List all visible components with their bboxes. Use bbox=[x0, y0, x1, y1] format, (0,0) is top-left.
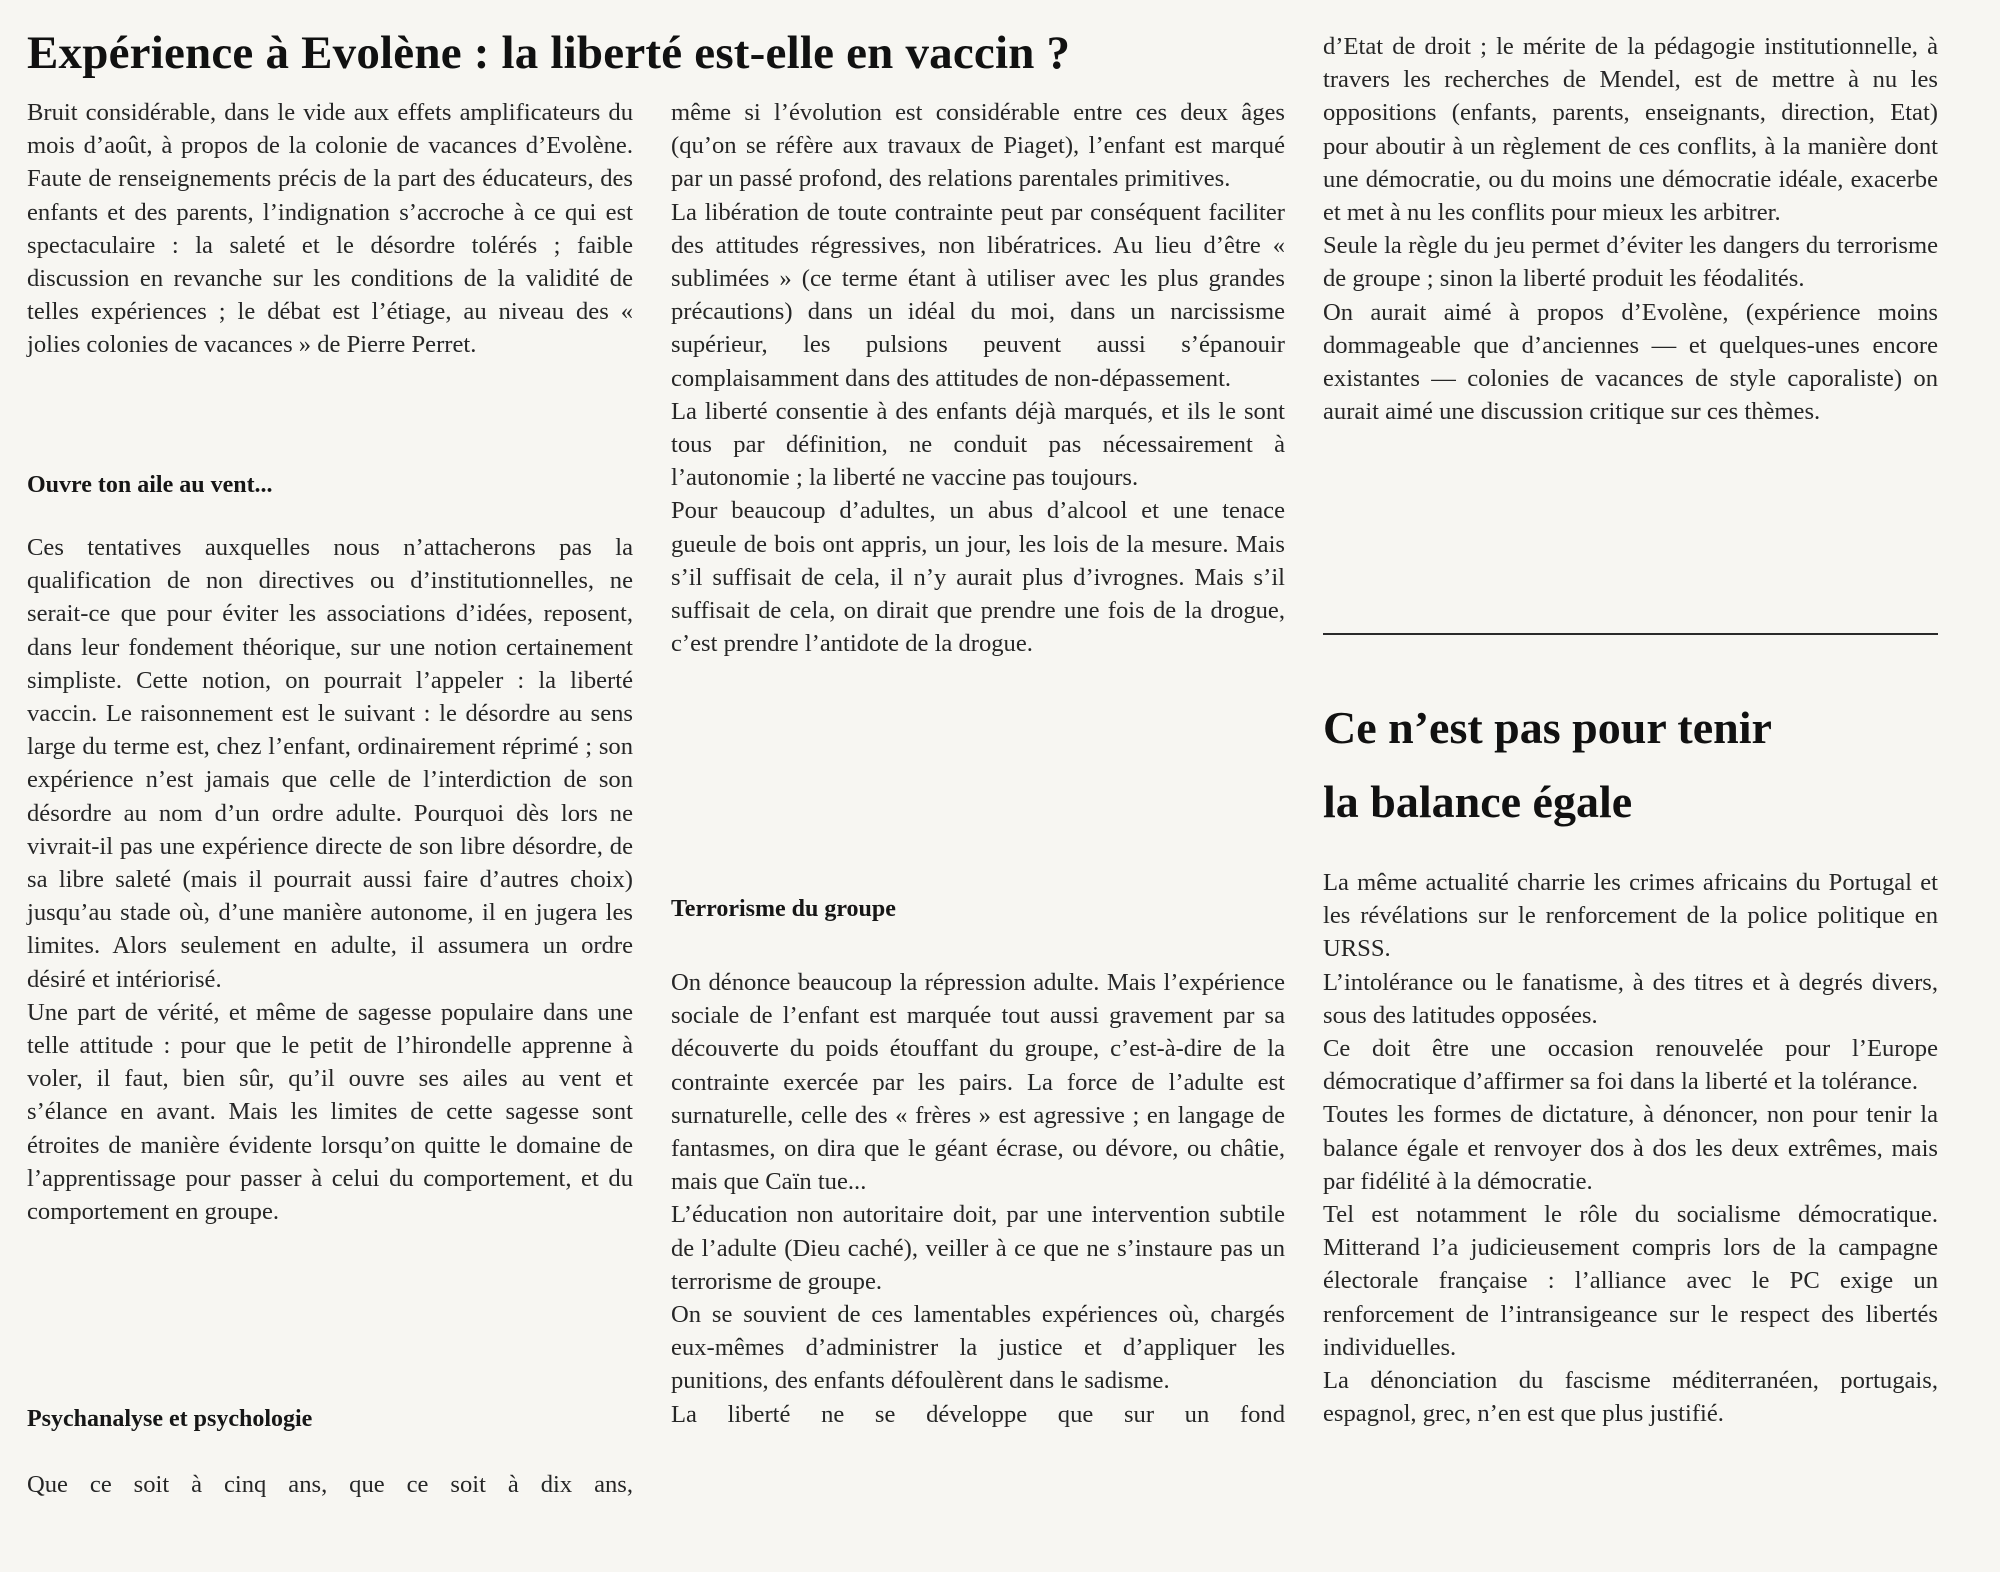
paragraph: L’éducation non autoritaire doit, par une intervention subtile de l’adulte (Dieu caché), veiller à ce que ne s’instaure pas un terrorisme de groupe. bbox=[671, 1201, 1285, 1295]
second-article-headline: Ce n’est pas pour tenir la balance égale bbox=[1323, 702, 1772, 827]
paragraph: La dénonciation du fascisme méditerranéen, portugais, espagnol, grec, n’en est que plus justifié. bbox=[1323, 1367, 1938, 1428]
paragraph: Ces tentatives auxquelles nous n’attacherons pas la qualification de non directives ou d’institutionnelles, ne serait-ce que pour éviter les associations d’idées, reposent, dans leur fondement théorique, sur une notion certainement simpliste. Cette notion, on pourrait l’appeler : la liberté vaccin. Le raisonnement est le suivant : le désordre au sens large du terme est, chez l’enfant, ordinairement réprimé ; son expérience n’est jamais que celle de l’interdiction de son désordre au nom d’un ordre adulte. Pourquoi dès lors ne vivrait-il pas une expérience directe de son libre désordre, de sa libre saleté (mais il pourrait aussi faire d’autres choix) jusqu’au stade où, d’une manière autonome, il en jugera les limites. Alors seulement en adulte, il assumera un ordre désiré et intériorisé. bbox=[27, 534, 633, 993]
paragraph: On se souvient de ces lamentables expériences où, chargés eux-mêmes d’administrer la justice et d’appliquer les punitions, des enfants défoulèrent dans le sadisme. bbox=[671, 1301, 1285, 1395]
paragraph: Que ce soit à cinq ans, que ce soit à dix ans, bbox=[27, 1471, 633, 1498]
subheading: Terrorisme du groupe bbox=[671, 896, 896, 922]
article-headline: Expérience à Evolène : la liberté est-elle en vaccin ? bbox=[27, 27, 1071, 79]
subheading: Ouvre ton aile au vent... bbox=[27, 472, 273, 498]
paragraph: La liberté ne se développe que sur un fond bbox=[671, 1400, 1285, 1428]
paragraph-block bbox=[1323, 866, 1938, 1430]
paragraph: Toutes les formes de dictature, à dénoncer, non pour tenir la balance égale et renvoyer dos à dos les deux extrêmes, mais par fidélité à la démocratie. bbox=[1323, 1101, 1938, 1195]
section-divider bbox=[1323, 633, 1938, 635]
paragraph: On aurait aimé à propos d’Evolène, (expérience moins dommageable que d’anciennes — et quelques-unes encore existantes — colonies de vacances de style caporaliste) on aurait aimé une discussion critique sur ces thèmes. bbox=[1323, 298, 1938, 426]
paragraph: Pour beaucoup d’adultes, un abus d’alcool et une tenace gueule de bois ont appris, un jour, les lois de la mesure. Mais s’il suffisait de cela, il n’y aurait plus d’ivrognes. Mais s’il suffisait de cela, on dirait que prendre une fois de la drogue, c’est prendre l’antidote de la drogue. bbox=[671, 497, 1285, 658]
paragraph: même si l’évolution est considérable entre ces deux âges (qu’on se réfère aux travaux de Piaget), l’enfant est marqué par un passé profond, des relations parentales primitives. bbox=[671, 99, 1285, 193]
paragraph-block bbox=[671, 966, 1285, 1431]
paragraph-block bbox=[671, 96, 1285, 660]
paragraph: Ce doit être une occasion renouvelée pour l’Europe démocratique d’affirmer sa foi dans la liberté et la tolérance. bbox=[1323, 1035, 1938, 1096]
paragraph: Bruit considérable, dans le vide aux effets amplificateurs du mois d’août, à propos de la colonie de vacances d’Evolène. Faute de renseignements précis de la part des éducateurs, des enfants et des parents, l’indignation s’accroche à ce qui est spectaculaire : la saleté et le désordre tolérés ; faible discussion en revanche sur les conditions de la validité de telles expériences ; le débat est l’étiage, au niveau des « jolies colonies de vacances » de Pierre Perret. bbox=[27, 99, 633, 359]
paragraph-block bbox=[27, 1468, 633, 1501]
paragraph: On dénonce beaucoup la répression adulte. Mais l’expérience sociale de l’enfant est marquée tout aussi gravement par sa découverte du poids étouffant du groupe, c’est-à-dire de la contrainte exercée par les pairs. La force de l’adulte est surnaturelle, celle des « frères » est agressive ; en langage de fantasmes, on dira que le géant écrase, ou dévore, ou châtie, mais que Caïn tue... bbox=[671, 969, 1285, 1196]
paragraph: La libération de toute contrainte peut par conséquent faciliter des attitudes régressives, non libératrices. Au lieu d’être « sublimées » (ce terme étant à utiliser avec les plus grandes précautions) dans un idéal du moi, dans un narcissisme supérieur, les pulsions peuvent aussi s’épanouir complaisamment dans des attitudes de non-dépassement. bbox=[671, 198, 1285, 392]
paragraph: La même actualité charrie les crimes africains du Portugal et les révélations sur le renforcement de la police politique en URSS. bbox=[1323, 869, 1938, 963]
paragraph-block bbox=[27, 531, 633, 1228]
paragraph: La liberté consentie à des enfants déjà marqués, et ils le sont tous par définition, ne conduit pas nécessairement à l’autonomie ; la liberté ne vaccine pas toujours. bbox=[671, 397, 1285, 492]
paragraph: Tel est notamment le rôle du socialisme démocratique. Mitterand l’a judicieusement compris lors de la campagne électorale française : l’alliance avec le PC exige un renforcement de l’intransigeance sur le respect des libertés individuelles. bbox=[1323, 1201, 1938, 1361]
paragraph: Une part de vérité, et même de sagesse populaire dans une telle attitude : pour que le petit de l’hirondelle apprenne à voler, il faut, bien sûr, qu’il ouvre ses ailes au vent et s’élance en avant. Mais les limites de cette sagesse sont étroites de manière évidente lorsqu’on quitte le domaine de l’apprentissage pour passer à celui du comportement, et du comportement en groupe. bbox=[27, 998, 633, 1226]
subheading: Psychanalyse et psychologie bbox=[27, 1406, 313, 1432]
paragraph: Seule la règle du jeu permet d’éviter les dangers du terrorisme de groupe ; sinon la liberté produit les féodalités. bbox=[1323, 232, 1938, 293]
intro-paragraph bbox=[27, 96, 633, 362]
paragraph-block bbox=[1323, 30, 1938, 428]
paragraph: d’Etat de droit ; le mérite de la pédagogie institutionnelle, à travers les recherches de Mendel, est de mettre à nu les oppositions (enfants, parents, enseignants, direction, Etat) pour aboutir à un règlement de ces conflits, à la manière dont une démocratie, ou du moins une démocratie idéale, exacerbe et met à nu les conflits pour mieux les arbitrer. bbox=[1323, 33, 1938, 227]
paragraph: L’intolérance ou le fanatisme, à des titres et à degrés divers, sous des latitudes opposées. bbox=[1323, 968, 1938, 1029]
